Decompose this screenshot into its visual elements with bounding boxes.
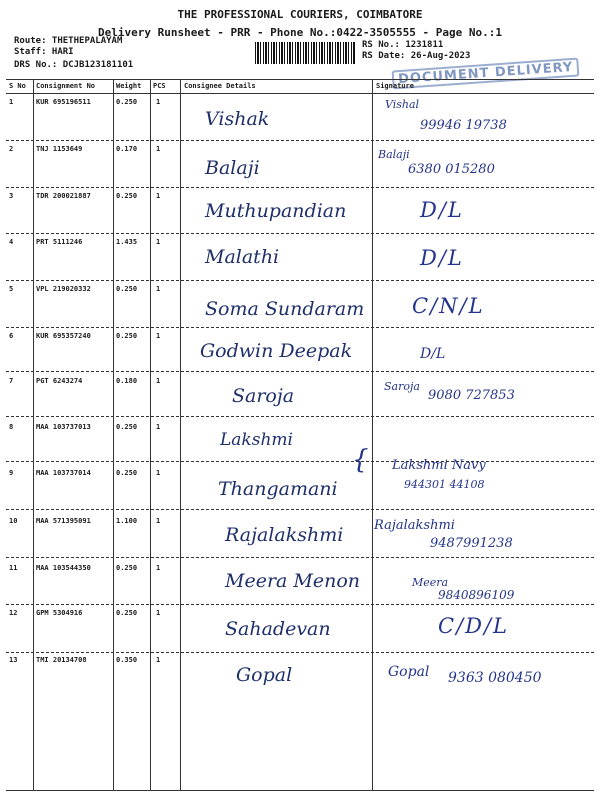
row-sno: 10: [9, 517, 18, 525]
row-weight: 0.180: [116, 377, 138, 385]
rs-date: RS Date: 26-Aug-2023: [362, 51, 471, 61]
row-sno: 12: [9, 609, 18, 617]
shared-signature-brace: {: [352, 445, 369, 475]
column-divider: [113, 79, 114, 790]
recipient-signature: Rajalakshmi: [374, 518, 455, 533]
consignee-name: Balaji: [205, 157, 260, 179]
row-sno: 7: [9, 377, 14, 385]
consignee-name: Lakshmi: [220, 430, 293, 450]
consignee-name: Godwin Deepak: [200, 340, 353, 362]
row-pcs: 1: [156, 238, 161, 246]
row-pcs: 1: [156, 609, 161, 617]
row-sno: 8: [9, 423, 14, 431]
row-separator: [6, 604, 594, 605]
table-top-border: [6, 79, 594, 80]
row-pcs: 1: [156, 285, 161, 293]
recipient-signature: Meera: [412, 576, 449, 589]
recipient-signature: C/N/L: [412, 294, 485, 318]
row-weight: 1.435: [116, 238, 138, 246]
row-pcs: 1: [156, 98, 161, 106]
consignee-name: Meera Menon: [225, 570, 361, 592]
row-separator: [6, 557, 594, 558]
row-pcs: 1: [156, 564, 161, 572]
row-pcs: 1: [156, 517, 161, 525]
row-weight: 0.350: [116, 656, 138, 664]
row-weight: 0.250: [116, 564, 138, 572]
row-pcs: 1: [156, 332, 161, 340]
row-separator: [6, 280, 594, 281]
recipient-signature: Gopal: [388, 664, 430, 680]
recipient-phone: 6380 015280: [408, 162, 495, 177]
column-header-consignment: Consignment No: [36, 82, 96, 90]
row-weight: 0.250: [116, 469, 138, 477]
row-sno: 1: [9, 98, 14, 106]
row-weight: 0.250: [116, 423, 138, 431]
recipient-signature: Lakshmi Navy: [392, 458, 486, 473]
row-consignment-no: TMI 20134708: [36, 656, 87, 664]
consignee-name: Soma Sundaram: [205, 298, 365, 320]
recipient-signature: Balaji: [378, 148, 410, 161]
consignee-name: Muthupandian: [205, 200, 347, 222]
recipient-phone: 944301 44108: [404, 478, 485, 491]
row-consignment-no: VPL 219020332: [36, 285, 91, 293]
recipient-phone: 9363 080450: [448, 670, 542, 686]
runsheet-title: THE PROFESSIONAL COURIERS, COIMBATORE: [177, 8, 423, 21]
row-sno: 5: [9, 285, 14, 293]
row-consignment-no: KUR 695196511: [36, 98, 91, 106]
row-consignment-no: MAA 103737013: [36, 423, 91, 431]
column-header-pcs: PCS: [153, 82, 166, 90]
row-consignment-no: TDR 200021887: [36, 192, 91, 200]
barcode: [255, 42, 355, 64]
row-consignment-no: MAA 571395091: [36, 517, 91, 525]
consignee-name: Malathi: [205, 246, 280, 268]
row-weight: 0.250: [116, 98, 138, 106]
row-separator: [6, 461, 594, 462]
row-separator: [6, 416, 594, 417]
column-header-consignee: Consignee Details: [184, 82, 256, 90]
column-header-sno: S No: [9, 82, 26, 90]
row-sno: 9: [9, 469, 14, 477]
row-consignment-no: GPM 5304916: [36, 609, 83, 617]
rs-number: RS No.: 1231811: [362, 40, 444, 50]
recipient-signature: Saroja: [384, 380, 420, 393]
row-sno: 11: [9, 564, 18, 572]
recipient-phone: 9487991238: [430, 536, 513, 551]
row-pcs: 1: [156, 469, 161, 477]
row-consignment-no: TNJ 1153649: [36, 145, 83, 153]
row-sno: 2: [9, 145, 14, 153]
row-separator: [6, 140, 594, 141]
table-bottom-border: [6, 790, 594, 791]
row-consignment-no: PRT 5111246: [36, 238, 83, 246]
row-weight: 0.250: [116, 192, 138, 200]
recipient-signature: Vishal: [385, 98, 420, 111]
row-pcs: 1: [156, 423, 161, 431]
recipient-signature: C/D/L: [438, 614, 510, 638]
runsheet-subtitle: Delivery Runsheet - PRR - Phone No.:0422-3505555 - Page No.:1: [98, 26, 502, 39]
row-separator: [6, 187, 594, 188]
consignee-name: Rajalakshmi: [225, 524, 344, 546]
row-separator: [6, 233, 594, 234]
route-label: Route: THETHEPALAYAM: [14, 36, 123, 46]
column-divider: [372, 79, 373, 790]
row-sno: 6: [9, 332, 14, 340]
row-consignment-no: PGT 6243274: [36, 377, 83, 385]
row-consignment-no: KUR 695357240: [36, 332, 91, 340]
row-weight: 1.100: [116, 517, 138, 525]
staff-label: Staff: HARI: [14, 47, 74, 57]
recipient-phone: 9840896109: [438, 588, 515, 602]
row-sno: 4: [9, 238, 14, 246]
row-weight: 0.250: [116, 609, 138, 617]
row-separator: [6, 371, 594, 372]
row-consignment-no: MAA 103737014: [36, 469, 91, 477]
row-pcs: 1: [156, 145, 161, 153]
row-weight: 0.250: [116, 332, 138, 340]
recipient-signature: D/L: [420, 246, 464, 270]
row-sno: 13: [9, 656, 18, 664]
recipient-phone: 99946 19738: [420, 118, 507, 133]
row-pcs: 1: [156, 656, 161, 664]
recipient-signature: D/L: [420, 346, 446, 362]
row-weight: 0.250: [116, 285, 138, 293]
document-delivery-stamp: DOCUMENT DELIVERY: [392, 57, 580, 89]
column-header-signature: Signature: [376, 82, 414, 90]
column-divider: [150, 79, 151, 790]
drs-number: DRS No.: DCJB123181101: [14, 60, 134, 70]
row-separator: [6, 652, 594, 653]
column-divider: [33, 79, 34, 790]
header-divider: [6, 93, 594, 94]
consignee-name: Sahadevan: [225, 618, 331, 640]
row-pcs: 1: [156, 192, 161, 200]
column-divider: [180, 79, 181, 790]
row-pcs: 1: [156, 377, 161, 385]
column-header-weight: Weight: [116, 82, 142, 90]
row-separator: [6, 509, 594, 510]
consignee-name: Gopal: [236, 664, 293, 686]
consignee-name: Thangamani: [218, 478, 338, 500]
row-sno: 3: [9, 192, 14, 200]
consignee-name: Vishak: [205, 108, 270, 130]
consignee-name: Saroja: [232, 385, 295, 407]
recipient-signature: D/L: [420, 198, 464, 222]
row-separator: [6, 327, 594, 328]
row-consignment-no: MAA 103544350: [36, 564, 91, 572]
row-weight: 0.170: [116, 145, 138, 153]
recipient-phone: 9080 727853: [428, 388, 515, 403]
